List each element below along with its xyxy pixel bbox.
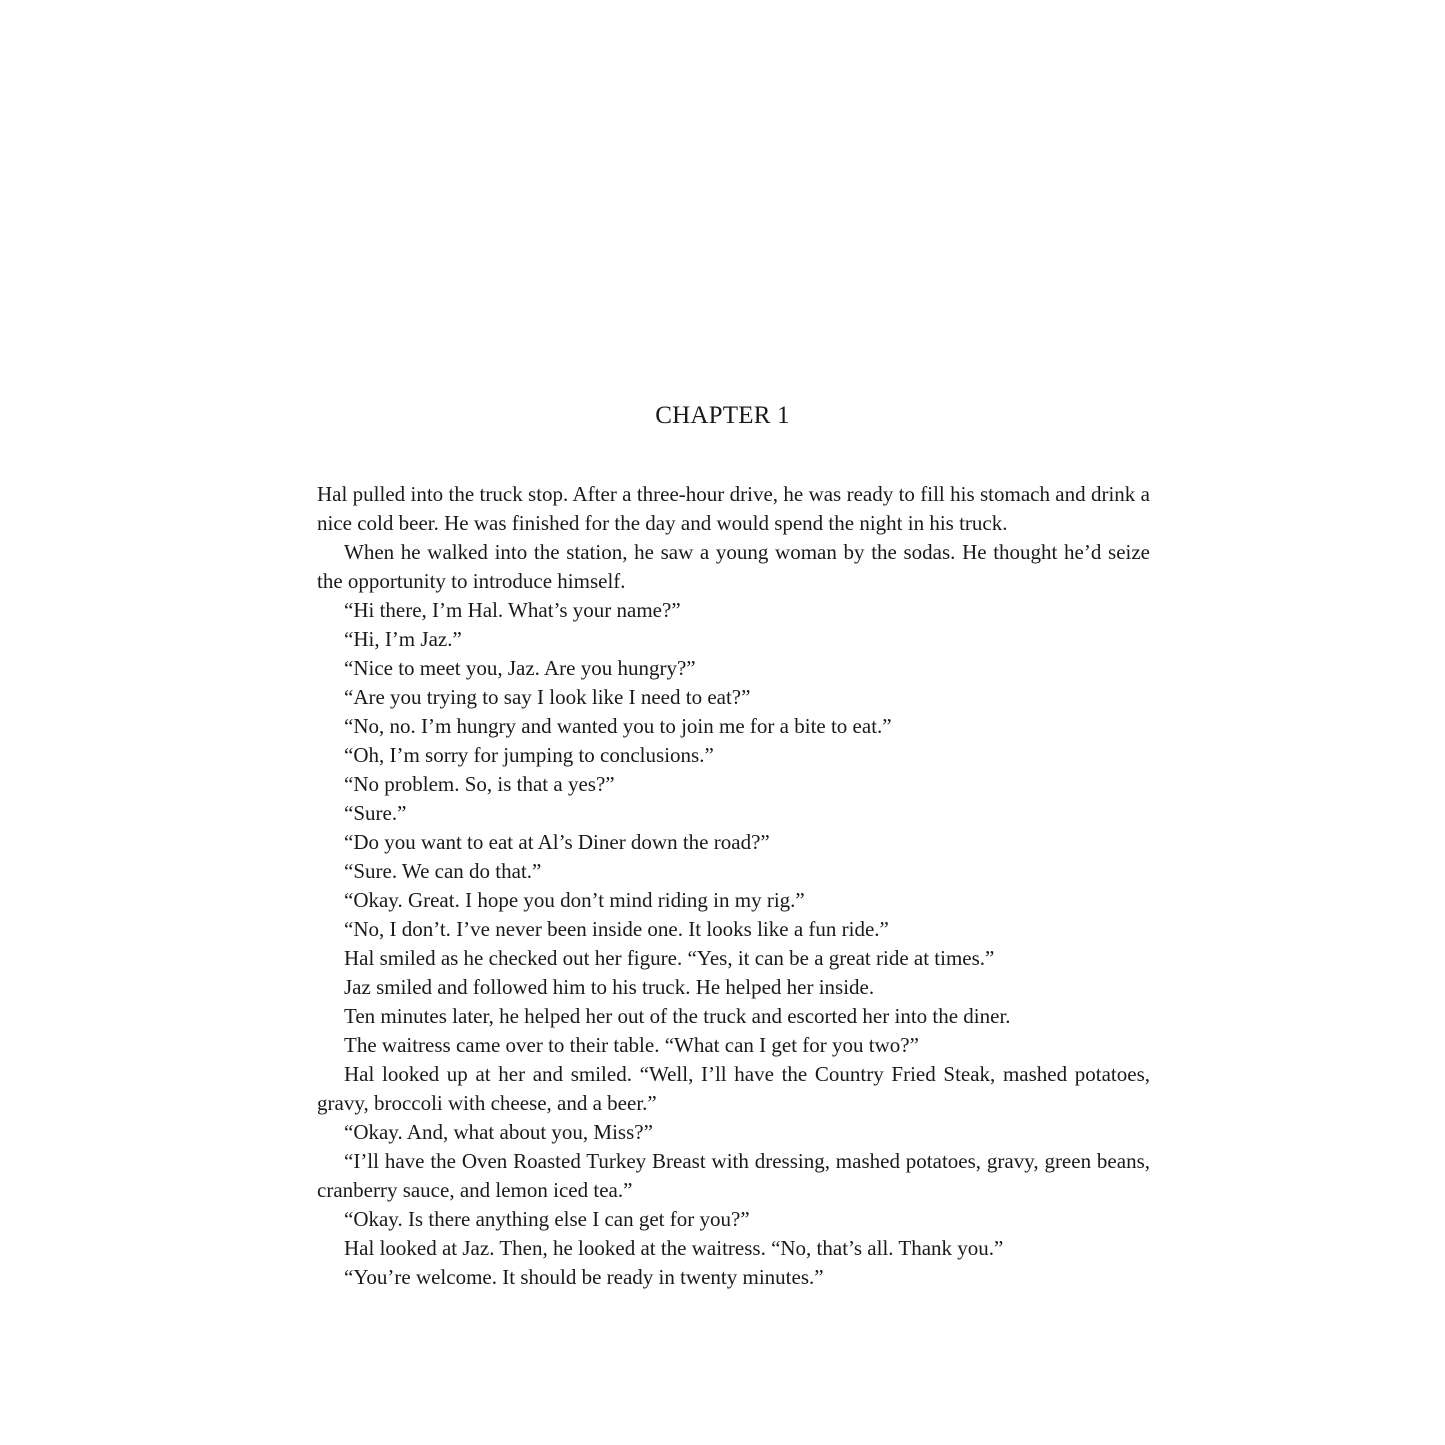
- paragraph: “You’re welcome. It should be ready in twenty minutes.”: [344, 1265, 824, 1289]
- paragraph: “No, no. I’m hungry and wanted you to join me for a bite to eat.”: [344, 714, 892, 738]
- paragraph: Hal looked up at her and smiled. “Well, I’ll have the Country Fried Steak, mashed potatoes, gravy, broccoli with cheese, and a beer.”: [317, 1062, 1150, 1115]
- paragraph: “Sure.”: [344, 801, 407, 825]
- paragraph: “Okay. Is there anything else I can get for you?”: [344, 1207, 750, 1231]
- paragraph: “Hi, I’m Jaz.”: [344, 627, 462, 651]
- chapter-title: CHAPTER 1: [655, 402, 790, 429]
- paragraph: “No, I don’t. I’ve never been inside one. It looks like a fun ride.”: [344, 917, 889, 941]
- paragraph: “Nice to meet you, Jaz. Are you hungry?”: [344, 656, 696, 680]
- paragraph: “Okay. Great. I hope you don’t mind riding in my rig.”: [344, 888, 805, 912]
- paragraph: “Sure. We can do that.”: [344, 859, 542, 883]
- chapter-body: [317, 480, 1150, 1292]
- paragraph: “Okay. And, what about you, Miss?”: [344, 1120, 653, 1144]
- paragraph: Ten minutes later, he helped her out of the truck and escorted her into the diner.: [344, 1004, 1011, 1028]
- paragraph: “I’ll have the Oven Roasted Turkey Breast with dressing, mashed potatoes, gravy, green beans, cranberry sauce, and lemon iced tea.”: [317, 1149, 1150, 1202]
- paragraph: “No problem. So, is that a yes?”: [344, 772, 615, 796]
- paragraph: “Are you trying to say I look like I need to eat?”: [344, 685, 751, 709]
- paragraph: Hal pulled into the truck stop. After a three-hour drive, he was ready to fill his stomach and drink a nice cold beer. He was finished for the day and would spend the night in his truck.: [317, 482, 1150, 535]
- paragraph: “Hi there, I’m Hal. What’s your name?”: [344, 598, 681, 622]
- paragraph: Jaz smiled and followed him to his truck. He helped her inside.: [344, 975, 875, 999]
- paragraph: When he walked into the station, he saw a young woman by the sodas. He thought he’d seize the opportunity to introduce himself.: [317, 540, 1150, 593]
- paragraph: “Oh, I’m sorry for jumping to conclusions.”: [344, 743, 714, 767]
- paragraph: “Do you want to eat at Al’s Diner down the road?”: [344, 830, 770, 854]
- paragraph: Hal looked at Jaz. Then, he looked at the waitress. “No, that’s all. Thank you.”: [344, 1236, 1004, 1260]
- paragraph: The waitress came over to their table. “What can I get for you two?”: [344, 1033, 919, 1057]
- paragraph: Hal smiled as he checked out her figure. “Yes, it can be a great ride at times.”: [344, 946, 995, 970]
